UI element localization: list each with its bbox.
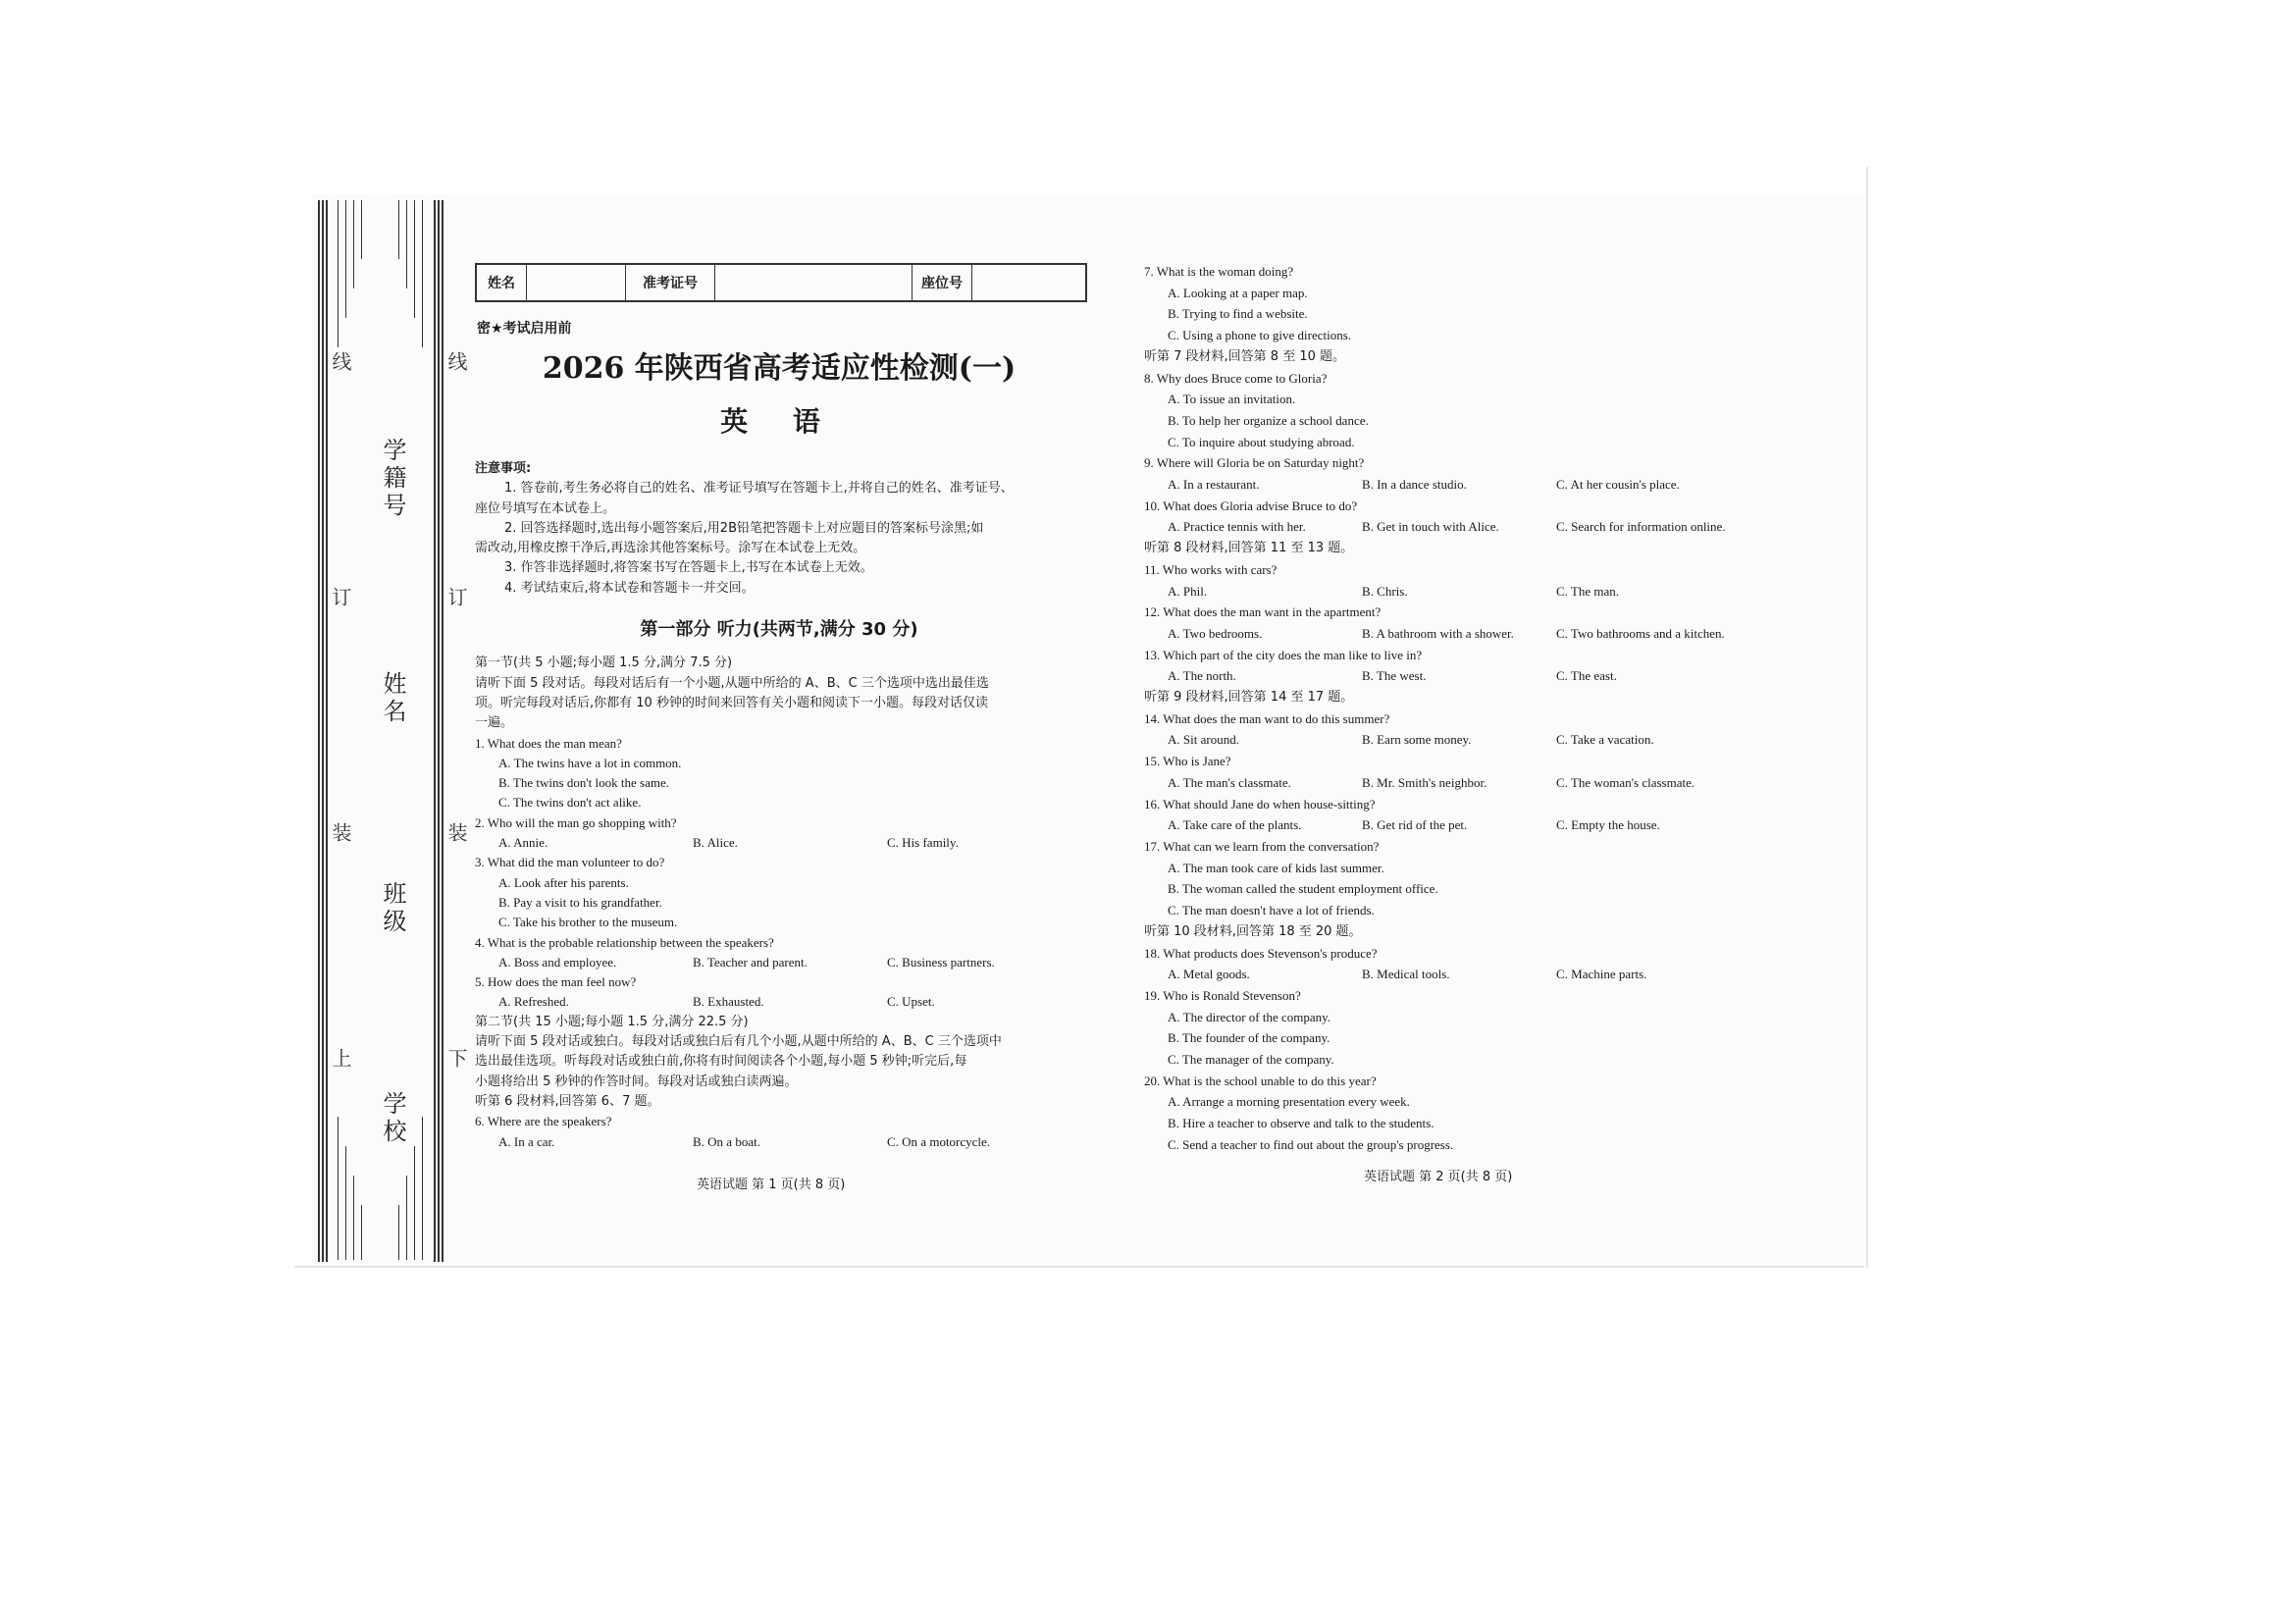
material-label: 听第 8 段材料,回答第 11 至 13 题。 bbox=[1144, 541, 1354, 556]
binding-hatch bbox=[361, 1205, 362, 1260]
options-row bbox=[1144, 814, 1772, 836]
option-a: A. In a car. bbox=[498, 1133, 555, 1149]
option-b: B. To help her organize a school dance. bbox=[1168, 412, 1369, 428]
option-b: B. The woman called the student employment office. bbox=[1168, 881, 1438, 897]
binding-mark: 装 bbox=[329, 822, 350, 848]
options-row bbox=[1144, 474, 1772, 496]
option-b: B. Chris. bbox=[1362, 583, 1408, 599]
scan-edge-bottom bbox=[294, 1266, 1864, 1268]
binding-hatch bbox=[398, 200, 399, 259]
options-row bbox=[1144, 964, 1772, 985]
option-b: B. Alice. bbox=[693, 835, 738, 851]
page-2-column bbox=[1144, 261, 1772, 1156]
option-b: B. The twins don't look the same. bbox=[498, 775, 669, 791]
notes-heading: 注意事项: bbox=[475, 461, 532, 476]
option-b: B. Medical tools. bbox=[1362, 967, 1450, 982]
option-c: C. To inquire about studying abroad. bbox=[1168, 434, 1355, 449]
page-2-footer: 英语试题 第 2 页(共 8 页) bbox=[1364, 1170, 1513, 1184]
option-c: C. Empty the house. bbox=[1556, 817, 1660, 833]
section-1-instructions: 项。听完每段对话后,你都有 10 秒钟的时间来回答有关小题和阅读下一小题。每段对话仅读 bbox=[475, 695, 988, 710]
binding-rule bbox=[322, 200, 324, 1262]
page-1-footer: 英语试题 第 1 页(共 8 页) bbox=[697, 1178, 846, 1192]
option-c: C. Business partners. bbox=[887, 954, 995, 969]
option-a: A. The director of the company. bbox=[1168, 1009, 1331, 1024]
option-b: B. On a boat. bbox=[693, 1133, 760, 1149]
binding-rule bbox=[318, 200, 320, 1262]
option-c: C. His family. bbox=[887, 835, 959, 851]
binding-mark: 线 bbox=[444, 351, 466, 377]
question-stem: 7. What is the woman doing? bbox=[1144, 264, 1294, 279]
material-label: 听第 6 段材料,回答第 6、7 题。 bbox=[475, 1093, 660, 1109]
option-c: C. The manager of the company. bbox=[1168, 1052, 1334, 1068]
note-line: 3. 作答非选择题时,将答案书写在答题卡上,书写在本试卷上无效。 bbox=[504, 560, 873, 576]
exam-id-label: 准考证号 bbox=[626, 265, 715, 300]
option-c: C. On a motorcycle. bbox=[887, 1133, 991, 1149]
question-stem: 4. What is the probable relationship between the speakers? bbox=[475, 934, 774, 950]
option-a: A. Refreshed. bbox=[498, 994, 569, 1010]
question-stem: 8. Why does Bruce come to Gloria? bbox=[1144, 370, 1328, 386]
question-stem: 16. What should Jane do when house-sitting? bbox=[1144, 796, 1376, 812]
note-line: 需改动,用橡皮擦干净后,再选涂其他答案标号。涂写在本试卷上无效。 bbox=[475, 541, 866, 556]
option-a: A. Annie. bbox=[498, 835, 548, 851]
subject-title: 英 语 bbox=[720, 405, 838, 438]
option-b: B. A bathroom with a shower. bbox=[1362, 625, 1514, 641]
option-b: B. Mr. Smith's neighbor. bbox=[1362, 774, 1487, 790]
option-c: C. Upset. bbox=[887, 994, 935, 1010]
option-a: A. Look after his parents. bbox=[498, 874, 629, 890]
options-row bbox=[1144, 581, 1772, 602]
material-label: 听第 10 段材料,回答第 18 至 20 题。 bbox=[1144, 923, 1362, 939]
option-a: A. The man took care of kids last summer. bbox=[1168, 860, 1384, 875]
option-a: A. Sit around. bbox=[1168, 732, 1239, 748]
seat-field[interactable] bbox=[972, 265, 1085, 300]
option-b: B. The west. bbox=[1362, 668, 1427, 684]
option-c: C. Take a vacation. bbox=[1556, 732, 1654, 748]
options-row bbox=[1144, 729, 1772, 751]
option-a: A. Practice tennis with her. bbox=[1168, 519, 1306, 535]
exam-title: 2026 年陕西省高考适应性检测(一) bbox=[542, 351, 1017, 386]
binding-hatch bbox=[353, 1176, 354, 1260]
question-stem: 6. Where are the speakers? bbox=[475, 1114, 612, 1129]
option-a: A. Two bedrooms. bbox=[1168, 625, 1263, 641]
binding-field-class: 班级 bbox=[379, 881, 404, 936]
question-stem: 5. How does the man feel now? bbox=[475, 974, 637, 990]
question-stem: 10. What does Gloria advise Bruce to do? bbox=[1144, 498, 1358, 513]
material-label: 听第 7 段材料,回答第 8 至 10 题。 bbox=[1144, 348, 1346, 364]
options-row bbox=[1144, 516, 1772, 538]
question-stem: 2. Who will the man go shopping with? bbox=[475, 814, 677, 830]
option-a: A. Looking at a paper map. bbox=[1168, 285, 1308, 300]
options-row bbox=[475, 1132, 1083, 1152]
option-a: A. The man's classmate. bbox=[1168, 774, 1291, 790]
secret-mark: 密★考试启用前 bbox=[477, 321, 572, 337]
binding-field-name: 姓名 bbox=[379, 671, 404, 726]
option-a: A. In a restaurant. bbox=[1168, 477, 1260, 493]
option-a: A. The north. bbox=[1168, 668, 1236, 684]
binding-hatch bbox=[422, 1117, 423, 1260]
binding-hatch bbox=[353, 200, 354, 288]
question-stem: 15. Who is Jane? bbox=[1144, 754, 1231, 769]
question-stem: 19. Who is Ronald Stevenson? bbox=[1144, 987, 1301, 1003]
candidate-info-bar bbox=[475, 263, 1087, 302]
option-a: A. Arrange a morning presentation every week. bbox=[1168, 1094, 1410, 1110]
binding-hatch bbox=[406, 200, 407, 288]
option-c: C. The east. bbox=[1556, 668, 1617, 684]
note-line: 1. 答卷前,考生务必将自己的姓名、准考证号填写在答题卡上,并将自己的姓名、准考证号、 bbox=[504, 481, 1014, 497]
option-c: C. At her cousin's place. bbox=[1556, 477, 1680, 493]
option-a: A. Phil. bbox=[1168, 583, 1208, 599]
option-c: C. Send a teacher to find out about the group's progress. bbox=[1168, 1136, 1454, 1152]
part-1-heading: 第一部分 听力(共两节,满分 30 分) bbox=[640, 619, 918, 641]
section-2-instructions: 请听下面 5 段对话或独白。每段对话或独白后有几个小题,从题中所给的 A、B、C 三个选项中 bbox=[475, 1034, 1002, 1050]
question-stem: 20. What is the school unable to do this year? bbox=[1144, 1073, 1377, 1088]
option-b: B. Exhausted. bbox=[693, 994, 764, 1010]
note-line: 2. 回答选择题时,选出每小题答案后,用2B铅笔把答题卡上对应题目的答案标号涂黑;如 bbox=[504, 520, 984, 536]
binding-hatch bbox=[414, 200, 415, 318]
option-c: C. Machine parts. bbox=[1556, 967, 1647, 982]
binding-hatch bbox=[338, 1117, 339, 1260]
binding-hatch bbox=[361, 200, 362, 259]
question-stem: 13. Which part of the city does the man like to live in? bbox=[1144, 647, 1423, 662]
option-a: A. The twins have a lot in common. bbox=[498, 755, 682, 770]
options-row bbox=[475, 992, 1083, 1012]
option-b: B. Earn some money. bbox=[1362, 732, 1472, 748]
section-1-heading: 第一节(共 5 小题;每小题 1.5 分,满分 7.5 分) bbox=[475, 655, 733, 671]
option-a: A. Boss and employee. bbox=[498, 954, 617, 969]
page-1-column bbox=[475, 459, 1083, 1152]
question-stem: 12. What does the man want in the apartment? bbox=[1144, 604, 1382, 620]
option-c: C. Two bathrooms and a kitchen. bbox=[1556, 625, 1725, 641]
section-2-instructions: 选出最佳选项。听每段对话或独白前,你将有时间阅读各个小题,每小题 5 秒钟;听完后,每 bbox=[475, 1054, 967, 1070]
option-c: C. The man doesn't have a lot of friends. bbox=[1168, 903, 1375, 918]
binding-margin bbox=[312, 194, 466, 1268]
option-b: B. Teacher and parent. bbox=[693, 954, 808, 969]
question-stem: 9. Where will Gloria be on Saturday night? bbox=[1144, 455, 1365, 471]
binding-rule bbox=[438, 200, 440, 1262]
option-a: A. Take care of the plants. bbox=[1168, 817, 1302, 833]
question-stem: 14. What does the man want to do this summer? bbox=[1144, 710, 1390, 726]
binding-mark: 线 bbox=[329, 351, 350, 377]
option-b: B. Hire a teacher to observe and talk to the students. bbox=[1168, 1116, 1434, 1131]
binding-field-school: 学校 bbox=[379, 1091, 404, 1146]
binding-hatch bbox=[398, 1205, 399, 1260]
binding-mark: 订 bbox=[329, 587, 350, 612]
question-stem: 1. What does the man mean? bbox=[475, 735, 622, 751]
option-b: B. The founder of the company. bbox=[1168, 1030, 1330, 1046]
option-a: A. To issue an invitation. bbox=[1168, 392, 1296, 407]
binding-hatch bbox=[422, 200, 423, 347]
options-row bbox=[1144, 772, 1772, 794]
option-b: B. Get in touch with Alice. bbox=[1362, 519, 1499, 535]
option-b: B. In a dance studio. bbox=[1362, 477, 1467, 493]
option-b: B. Trying to find a website. bbox=[1168, 306, 1308, 322]
option-b: B. Pay a visit to his grandfather. bbox=[498, 894, 662, 910]
binding-hatch bbox=[345, 200, 346, 318]
binding-mark: 订 bbox=[444, 587, 466, 612]
question-stem: 3. What did the man volunteer to do? bbox=[475, 855, 665, 870]
scan-edge-right bbox=[1866, 167, 1868, 1268]
seat-label: 座位号 bbox=[913, 265, 972, 300]
binding-rule bbox=[434, 200, 436, 1262]
binding-hatch bbox=[414, 1146, 415, 1260]
section-2-instructions: 小题将给出 5 秒钟的作答时间。每段对话或独白读两遍。 bbox=[475, 1074, 798, 1089]
name-field[interactable] bbox=[527, 265, 626, 300]
binding-hatch bbox=[338, 200, 339, 347]
material-label: 听第 9 段材料,回答第 14 至 17 题。 bbox=[1144, 690, 1354, 706]
binding-mark: 下 bbox=[444, 1048, 466, 1074]
options-row bbox=[1144, 665, 1772, 687]
option-c: C. Search for information online. bbox=[1556, 519, 1726, 535]
section-2-heading: 第二节(共 15 小题;每小题 1.5 分,满分 22.5 分) bbox=[475, 1014, 749, 1029]
options-row bbox=[475, 833, 1083, 853]
option-c: C. The twins don't act alike. bbox=[498, 795, 642, 811]
section-1-instructions: 请听下面 5 段对话。每段对话后有一个小题,从题中所给的 A、B、C 三个选项中选出最佳选 bbox=[475, 675, 989, 691]
question-stem: 17. What can we learn from the conversation? bbox=[1144, 838, 1380, 854]
binding-hatch bbox=[345, 1146, 346, 1260]
options-row bbox=[1144, 623, 1772, 645]
name-label: 姓名 bbox=[477, 265, 527, 300]
binding-mark: 装 bbox=[444, 822, 466, 848]
option-c: C. The man. bbox=[1556, 583, 1620, 599]
option-c: C. Take his brother to the museum. bbox=[498, 915, 678, 930]
exam-id-field[interactable] bbox=[715, 265, 913, 300]
options-row bbox=[475, 953, 1083, 972]
option-c: C. The woman's classmate. bbox=[1556, 774, 1695, 790]
option-a: A. Metal goods. bbox=[1168, 967, 1250, 982]
binding-field-student-id: 学籍号 bbox=[379, 438, 404, 520]
option-b: B. Get rid of the pet. bbox=[1362, 817, 1468, 833]
question-stem: 11. Who works with cars? bbox=[1144, 561, 1278, 577]
binding-mark: 上 bbox=[329, 1048, 350, 1074]
option-c: C. Using a phone to give directions. bbox=[1168, 328, 1352, 343]
note-line: 座位号填写在本试卷上。 bbox=[475, 500, 616, 516]
note-line: 4. 考试结束后,将本试卷和答题卡一并交回。 bbox=[504, 580, 755, 596]
section-1-instructions: 一遍。 bbox=[475, 715, 514, 731]
question-stem: 18. What products does Stevenson's produce? bbox=[1144, 945, 1378, 961]
binding-hatch bbox=[406, 1176, 407, 1260]
